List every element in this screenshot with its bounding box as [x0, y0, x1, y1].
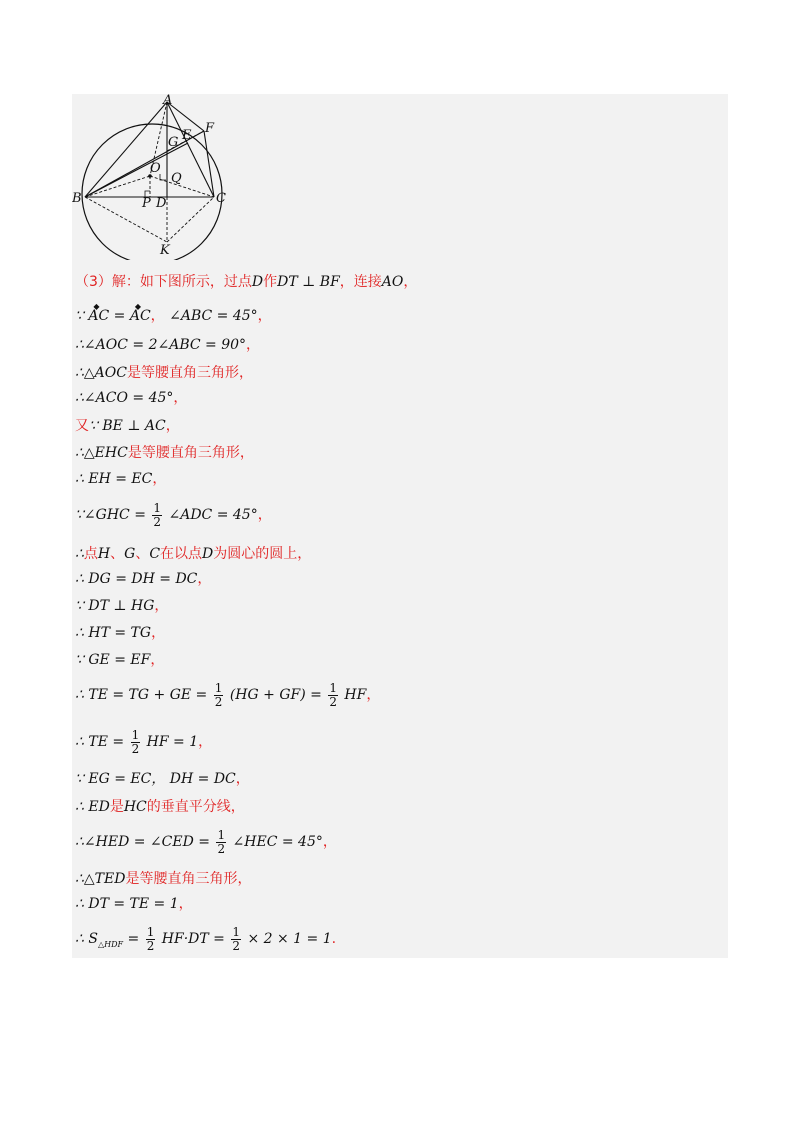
step-area-result: ∴ $S_{\triangle HDF}$ = $\frac{1}{2}$ HF·DT = $\frac{1}{2}$ × 2 × 1 = 1. [75, 924, 337, 953]
label-e: E [182, 128, 192, 143]
step-be-perp-ac: 又∵ BE ⊥ AC， [75, 418, 180, 434]
solution-intro: （3）解：如下图所示，过点D作DT ⊥ BF，连接AO， [75, 274, 418, 290]
step-ehc-isosceles: ∴△EHC是等腰直角三角形， [75, 445, 254, 461]
fraction-half: $\frac{1}{2}$ [146, 924, 155, 953]
step-eg-ec-dh-dc: ∵ EG = EC， DH = DC， [75, 771, 250, 787]
step-te-half-hf: ∴ TE = TG + GE = $\frac{1}{2}$ (HG + GF) = $\frac{1}{2}$ HF， [75, 680, 381, 709]
step-ghc-45: ∵∠GHC = $\frac{1}{2}$ ∠ADC = 45°， [75, 500, 272, 529]
fraction-half: $\frac{1}{2}$ [153, 500, 162, 529]
fraction-half: $\frac{1}{2}$ [329, 680, 337, 709]
step-hed-ced-45: ∴∠HED = ∠CED = $\frac{1}{2}$ ∠HEC = 45°， [75, 827, 337, 856]
label-b: B [72, 191, 82, 206]
step-concyclic: ∴点H、G、C在以点D为圆心的圆上， [75, 546, 312, 562]
fraction-half: $\frac{1}{2}$ [131, 727, 140, 756]
label-k: K [160, 243, 170, 258]
step-ge-ef: ∵ GE = EF， [75, 652, 165, 668]
label-g: G [168, 135, 179, 150]
step-arc-equal: ∵ ◆ AC = ◆ AC， ∠ABC = 45°， [75, 304, 272, 328]
label-f: F [205, 121, 215, 136]
geometry-figure [72, 94, 242, 260]
step-dg-dh-dc: ∴ DG = DH = DC， [75, 571, 212, 587]
step-eh-ec: ∴ EH = EC， [75, 471, 167, 487]
label-c: C [216, 191, 226, 206]
step-te-1: ∴ TE = $\frac{1}{2}$ HF = 1， [75, 727, 213, 756]
step-ht-tg: ∴ HT = TG， [75, 625, 166, 641]
step-dt-perp-hg: ∵ DT ⊥ HG， [75, 598, 169, 614]
fraction-half: $\frac{1}{2}$ [232, 924, 240, 953]
step-aoc-isosceles: ∴△AOC是等腰直角三角形， [75, 365, 253, 381]
label-d: D [156, 196, 167, 211]
circle-o [82, 124, 222, 260]
fraction-half: $\frac{1}{2}$ [217, 827, 226, 856]
step-perpendicular-bisector: ∴ ED是HC的垂直平分线， [75, 799, 245, 815]
fraction-half: $\frac{1}{2}$ [214, 680, 223, 709]
step-aco-45: ∴∠ACO = 45°， [75, 390, 188, 406]
label-q: Q [171, 171, 182, 186]
label-o: O [150, 161, 161, 176]
step-dt-te-1: ∴ DT = TE = 1， [75, 896, 193, 912]
label-a: A [163, 94, 173, 108]
label-p: P [142, 196, 151, 211]
step-ted-isosceles: ∴△TED是等腰直角三角形， [75, 871, 252, 887]
step-aoc-90: ∴∠AOC = 2∠ABC = 90°， [75, 337, 261, 353]
